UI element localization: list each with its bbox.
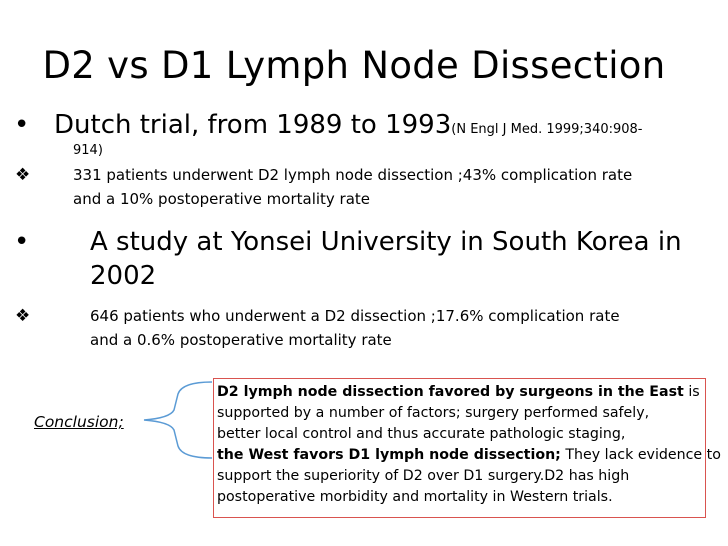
callout-text1: is bbox=[683, 384, 700, 400]
callout-line2: supported by a number of factors; surgery performed safely, bbox=[217, 405, 650, 421]
brace-connector-icon bbox=[142, 380, 214, 460]
yonsei-result-line1: 646 patients who underwent a D2 dissection ;17.6% complication rate bbox=[90, 307, 620, 325]
conclusion-label: Conclusion; bbox=[34, 413, 124, 431]
callout-line5: support the superiority of D2 over D1 surgery.D2 has high bbox=[217, 468, 630, 484]
citation-part1: (N Engl J Med. 1999;340:908- bbox=[451, 122, 643, 137]
yonsei-result-line2: and a 0.6% postoperative mortality rate bbox=[90, 331, 392, 349]
callout-line3: better local control and thus accurate pathologic staging, bbox=[217, 426, 626, 442]
diamond-bullet-icon: ❖ bbox=[15, 306, 31, 326]
yonsei-line1: A study at Yonsei University in South Korea in bbox=[90, 227, 682, 257]
conclusion-callout-text bbox=[217, 382, 721, 508]
slide-title: D2 vs D1 Lymph Node Dissection bbox=[42, 44, 666, 87]
diamond-bullet-icon: ❖ bbox=[15, 165, 31, 185]
dutch-trial-text bbox=[54, 108, 643, 147]
bullet-dot: • bbox=[14, 227, 30, 257]
citation-part2: 914) bbox=[73, 143, 103, 158]
callout-bold-east: D2 lymph node dissection favored by surgeons in the East bbox=[217, 384, 684, 400]
bullet-dot: • bbox=[14, 110, 30, 140]
dutch-result-line1: 331 patients underwent D2 lymph node dissection ;43% complication rate bbox=[73, 166, 633, 184]
dutch-result-line2: and a 10% postoperative mortality rate bbox=[73, 190, 371, 208]
callout-text4: They lack evidence to bbox=[560, 447, 721, 463]
callout-bold-west: the West favors D1 lymph node dissection; bbox=[217, 447, 561, 463]
callout-line6: postoperative morbidity and mortality in Western trials. bbox=[217, 489, 613, 505]
dutch-trial-label: Dutch trial, from 1989 to 1993 bbox=[54, 110, 452, 140]
yonsei-line2: 2002 bbox=[90, 261, 157, 291]
